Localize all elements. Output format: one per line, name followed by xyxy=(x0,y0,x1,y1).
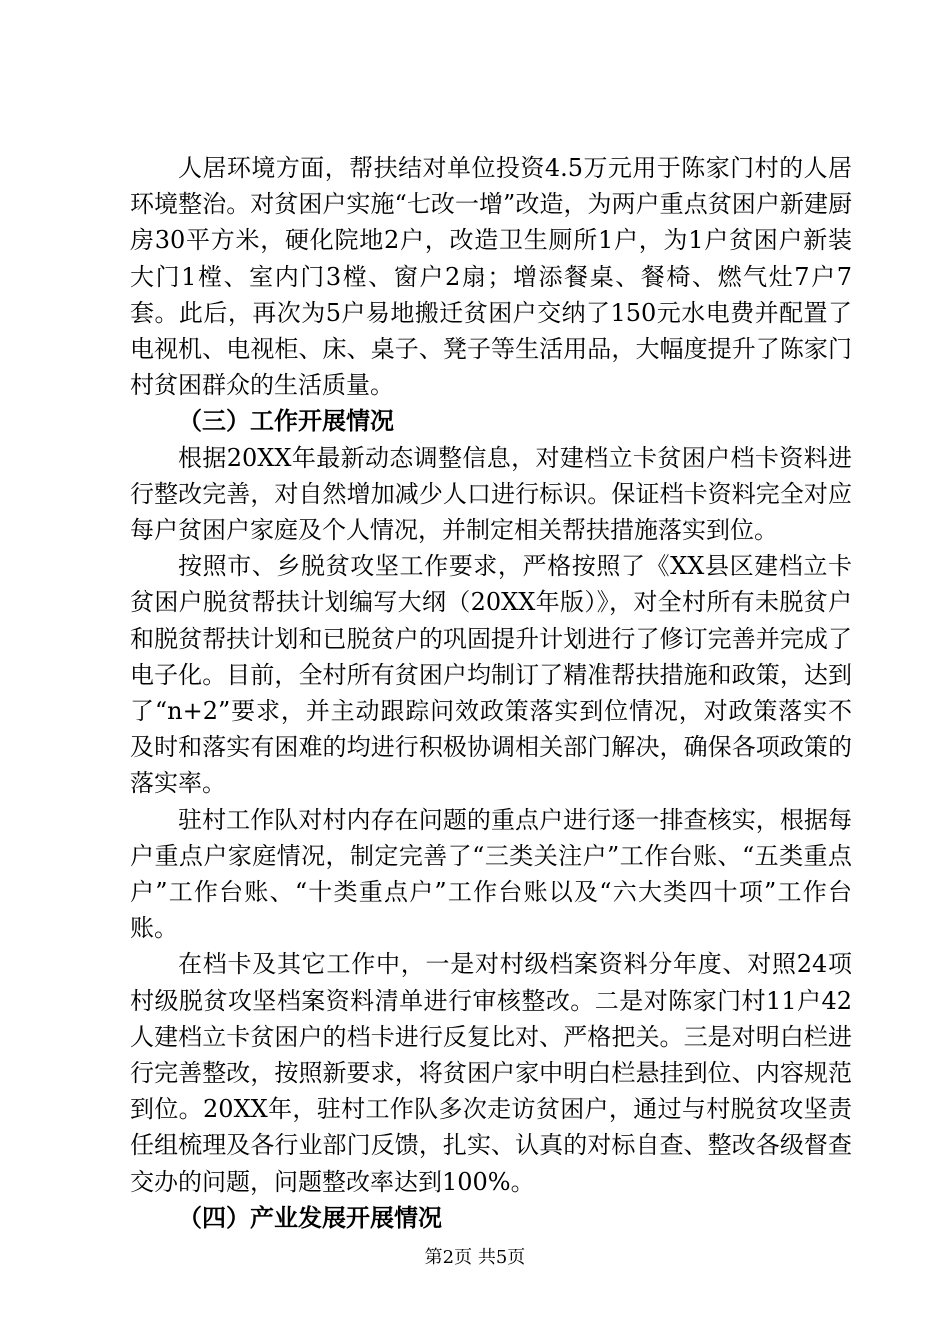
document-body xyxy=(130,150,852,1236)
section-heading-work-progress: （三）工作开展情况 xyxy=(178,407,394,436)
paragraph-archive-work: 在档卡及其它工作中，一是对村级档案资料分年度、对照24项村级脱贫攻坚档案资料清单进行审核整改。二是对陈家门村11户42人建档立卡贫困户的档卡进行反复比对、严格把关。三是对明白栏进行完善整改，按照新要求，将贫困户家中明白栏悬挂到位、内容规范到位。20XX年，驻村工作队多次走访贫困户，通过与村脱贫攻坚责任组梳理及各行业部门反馈，扎实、认真的对标自查、整改各级督查交办的问题，问题整改率达到100%。 xyxy=(130,950,852,1196)
paragraph-key-households: 驻村工作队对村内存在问题的重点户进行逐一排查核实，根据每户重点户家庭情况，制定完善了“三类关注户”工作台账、“五类重点户”工作台账、“十类重点户”工作台账以及“六大类四十项”工作台账。 xyxy=(130,805,852,943)
paragraph-living-environment: 人居环境方面，帮扶结对单位投资4.5万元用于陈家门村的人居环境整治。对贫困户实施“七改一增”改造，为两户重点贫困户新建厨房30平方米，硬化院地2户，改造卫生厕所1户，为1户贫困户新装大门1樘、室内门3樘、窗户2扇；增添餐桌、餐椅、燃气灶7户7套。此后，再次为5户易地搬迁贫困户交纳了150元水电费并配置了电视机、电视柜、床、桌子、凳子等生活用品，大幅度提升了陈家门村贫困群众的生活质量。 xyxy=(130,154,852,400)
paragraph-poverty-plan: 按照市、乡脱贫攻坚工作要求，严格按照了《XX县区建档立卡贫困户脱贫帮扶计划编写大纲（20XX年版）》，对全村所有未脱贫户和脱贫帮扶计划和已脱贫户的巩固提升计划进行了修订完善并完成了电子化。目前，全村所有贫困户均制订了精准帮扶措施和政策，达到了“n+2”要求，并主动跟踪问效政策落实到位情况，对政策落实不及时和落实有困难的均进行积极协调相关部门解决，确保各项政策的落实率。 xyxy=(130,552,852,798)
paragraph-archive-update: 根据20XX年最新动态调整信息，对建档立卡贫困户档卡资料进行整改完善，对自然增加减少人口进行标识。保证档卡资料完全对应每户贫困户家庭及个人情况，并制定相关帮扶措施落实到位。 xyxy=(130,443,852,545)
page-number-footer: 第2页 共5页 xyxy=(424,1247,526,1268)
section-heading-industry-development: （四）产业发展开展情况 xyxy=(178,1203,442,1232)
